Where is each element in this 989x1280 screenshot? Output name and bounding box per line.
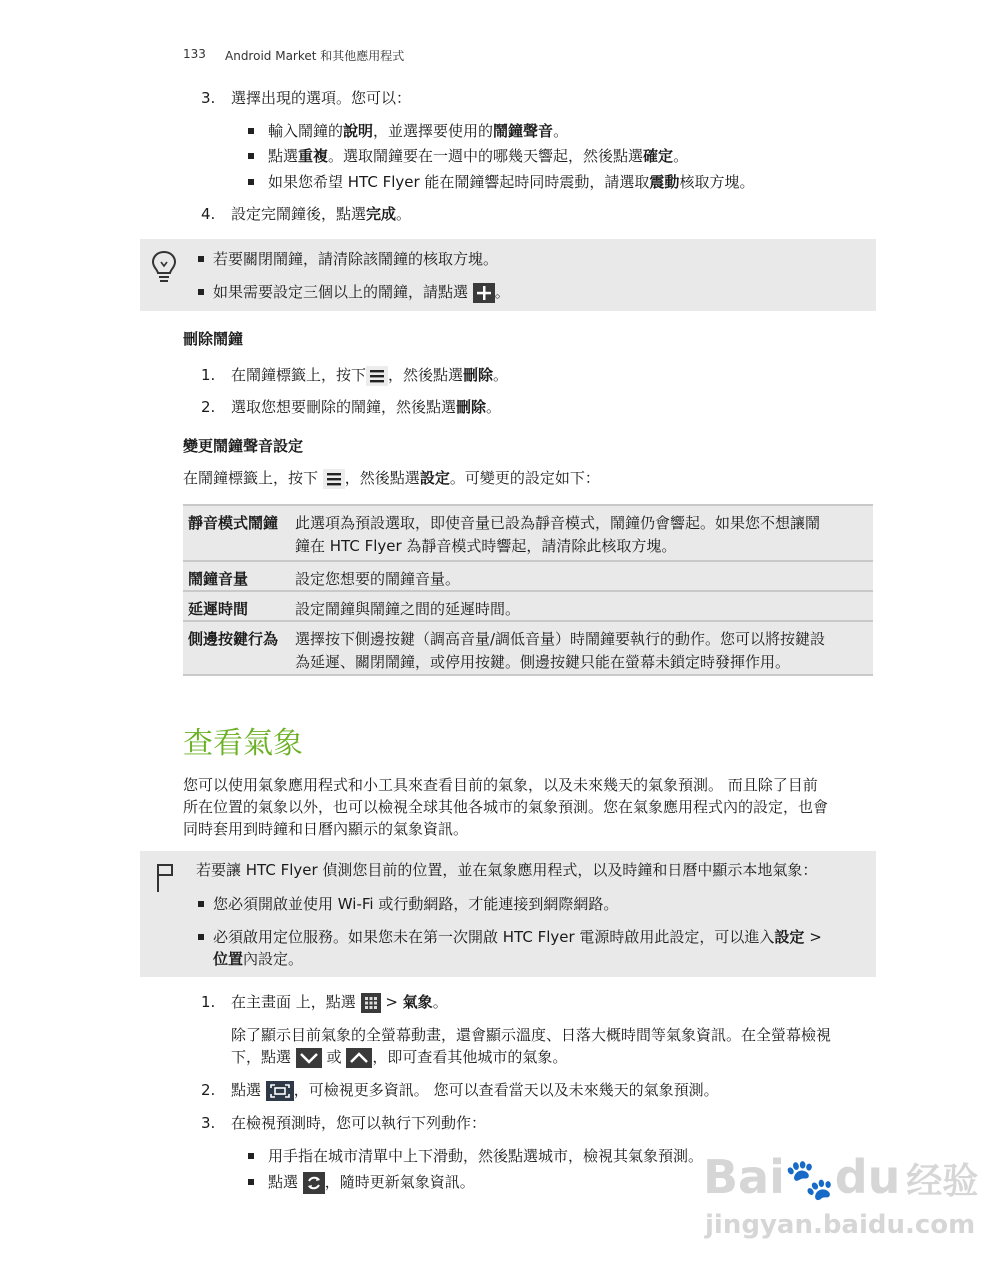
step-text: 在主畫面 上，點選 > 氣象。 (231, 993, 448, 1011)
bullet-item: 輸入鬧鐘的說明，並選擇要使用的鬧鐘聲音。 (268, 122, 569, 140)
bullet-marker (248, 128, 254, 134)
add-icon (473, 283, 495, 303)
section-text: 在鬧鐘標籤上，按下 ，然後點選設定。可變更的設定如下： (183, 469, 600, 487)
step-text: 選取您想要刪除的鬧鐘，然後點選刪除。 (231, 398, 502, 416)
table-value: 此選項為預設選取，即使音量已設為靜音模式，鬧鐘仍會響起。如果您不想讓鬧 鐘在 HTC Flyer 為靜音模式時響起，請清除此核取方塊。 (295, 514, 821, 555)
bullet-marker (248, 153, 254, 159)
bullet-marker (248, 179, 254, 185)
note-item: 必須啟用定位服務。如果您未在第一次開啟 HTC Flyer 電源時啟用此設定，可以進入設定 > (213, 928, 822, 946)
table-row (183, 620, 873, 676)
bullet-marker (198, 901, 204, 907)
section-title: 變更鬧鐘聲音設定 (183, 437, 304, 455)
table-key: 側邊按鍵行為 (188, 630, 279, 648)
section-title: 刪除鬧鐘 (183, 330, 244, 348)
table-key: 鬧鐘音量 (188, 570, 249, 588)
body-paragraph: 您可以使用氣象應用程式和小工具來查看目前的氣象，以及未來幾天的氣象預測。 而且除了目前 所在位置的氣象以外，也可以檢視全球其他各城市的氣象預測。您在氣象應用程式內的設定，也會 同時套用到時鐘和日曆內顯示的氣象資訊。 (183, 776, 829, 838)
table-row (183, 504, 873, 560)
bullet-item: 點選重複。選取鬧鐘要在一週中的哪幾天響起，然後點選確定。 (268, 147, 689, 165)
page-heading: 查看氣象 (183, 726, 303, 761)
step-text: 選擇出現的選項。您可以： (231, 89, 412, 107)
tip-item: 若要關閉鬧鐘，請清除該鬧鐘的核取方塊。 (213, 250, 499, 268)
step-text: 點選 ，可檢視更多資訊。 您可以查看當天以及未來幾天的氣象預測。 (231, 1081, 719, 1099)
step-number: 4. (201, 205, 216, 223)
bullet-item: 點選 ，隨時更新氣象資訊。 (268, 1171, 475, 1194)
bullet-marker (198, 934, 204, 940)
table-row (183, 560, 873, 590)
bullet-marker (198, 256, 204, 262)
step-number: 2. (201, 1081, 216, 1099)
bullet-marker (248, 1153, 254, 1159)
bullet-marker (248, 1179, 254, 1185)
all-apps-icon (361, 993, 381, 1013)
chevron-up-icon (346, 1048, 372, 1068)
watermark-url: jingyan.baidu.com (705, 1210, 976, 1240)
note-item: 您必須開啟並使用 Wi-Fi 或行動網路，才能連接到網際網路。 (213, 895, 619, 913)
table-value: 選擇按下側邊按鍵（調高音量/調低音量）時鬧鐘要執行的動作。您可以將按鍵設 為延遲、關閉鬧鐘，或停用按鍵。側邊按鍵只能在螢幕未鎖定時發揮作用。 (295, 630, 826, 671)
table-key: 延遲時間 (188, 600, 249, 618)
page-number: 133 (183, 47, 206, 61)
table-value: 設定鬧鐘與鬧鐘之間的延遲時間。 (295, 600, 521, 618)
menu-icon (366, 366, 388, 386)
table-row (183, 590, 873, 620)
lightbulb-icon (151, 250, 177, 286)
watermark-logo: Bai🐾du 经验 (703, 1150, 979, 1204)
step-text: 在檢視預測時，您可以執行下列動作： (231, 1114, 487, 1132)
expand-icon (266, 1081, 294, 1101)
step-text: 在鬧鐘標籤上，按下 ，然後點選刪除。 (231, 366, 509, 384)
bullet-item: 用手指在城市清單中上下滑動，然後點選城市，檢視其氣象預測。 (268, 1147, 704, 1165)
bullet-marker (198, 289, 204, 295)
table-key: 靜音模式鬧鐘 (188, 514, 279, 532)
step-number: 3. (201, 1114, 216, 1132)
step-text: 設定完鬧鐘後，點選完成。 (231, 205, 412, 223)
chevron-down-icon (296, 1048, 322, 1068)
step-number: 2. (201, 398, 216, 416)
note-lead: 若要讓 HTC Flyer 偵測您目前的位置，並在氣象應用程式，以及時鐘和日曆中顯示本地氣象： (196, 861, 818, 879)
running-header: Android Market 和其他應用程式 (225, 49, 405, 63)
settings-table (183, 504, 873, 676)
refresh-icon (303, 1172, 325, 1194)
step-number: 1. (201, 366, 216, 384)
note-item-continued: 位置內設定。 (213, 950, 304, 968)
flag-icon (155, 862, 175, 894)
step-detail: 除了顯示目前氣象的全螢幕動畫，還會顯示溫度、日落大概時間等氣象資訊。在全螢幕檢視 (231, 1026, 832, 1044)
step-detail: 下，點選 或 ，即可查看其他城市的氣象。 (231, 1048, 568, 1066)
step-number: 3. (201, 89, 216, 107)
bullet-item: 如果您希望 HTC Flyer 能在鬧鐘響起時同時震動，請選取震動核取方塊。 (268, 173, 755, 191)
table-value: 設定您想要的鬧鐘音量。 (295, 570, 461, 588)
menu-icon (323, 469, 345, 489)
step-number: 1. (201, 993, 216, 1011)
tip-item: 如果需要設定三個以上的鬧鐘，請點選 。 (213, 283, 510, 301)
